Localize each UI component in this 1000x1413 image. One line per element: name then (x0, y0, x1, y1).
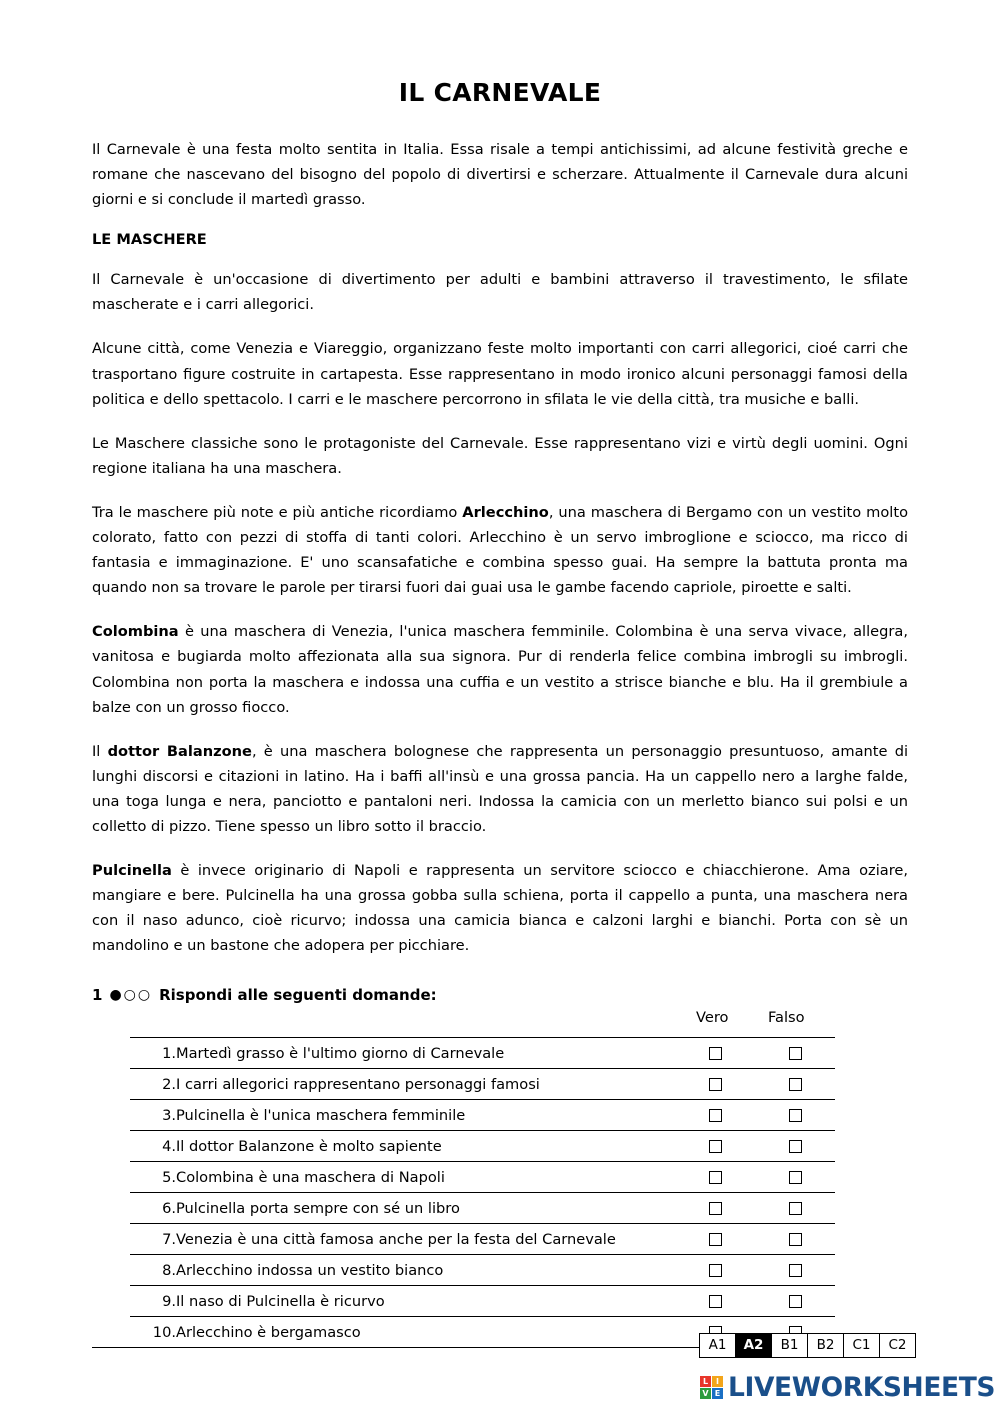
exercise-instruction: Rispondi alle seguenti domande: (159, 986, 437, 1005)
table-row (130, 1069, 835, 1100)
question-number: 8. (130, 1255, 176, 1286)
checkbox-vero-9[interactable] (709, 1295, 722, 1308)
question-number: 4. (130, 1131, 176, 1162)
answer-column-headers (92, 1009, 908, 1031)
cefr-level-bar (699, 1333, 916, 1358)
intro-paragraph: Il Carnevale è una festa molto sentita in Italia. Essa risale a tempi antichissimi, ad alcune festività greche e romane che nascevano del bisogno del popolo di divertirsi e scherzare. Attualmente il Carnevale dura alcuni giorni e si conclude il martedì grasso. (92, 141, 908, 209)
mask-paragraph-colombina (92, 619, 908, 719)
checkbox-cell-falso[interactable] (755, 1286, 835, 1317)
checkbox-cell-vero[interactable] (675, 1131, 755, 1162)
logo-letter-v: V (700, 1388, 711, 1399)
mask-paragraph-balanzone (92, 739, 908, 839)
question-text: Venezia è una città famosa anche per la festa del Carnevale (176, 1224, 675, 1255)
exercise-heading (92, 986, 908, 1004)
question-number: 10. (130, 1317, 176, 1348)
difficulty-dots-icon: ●○○ (109, 987, 153, 1004)
question-number: 3. (130, 1100, 176, 1131)
checkbox-falso-6[interactable] (789, 1202, 802, 1215)
checkbox-cell-vero[interactable] (675, 1069, 755, 1100)
checkbox-falso-1[interactable] (789, 1047, 802, 1060)
paragraph-1: Il Carnevale è un'occasione di divertimento per adulti e bambini attraverso il travestimento, le sfilate mascherate e i carri allegorici. (92, 271, 908, 314)
logo-letter-i: I (712, 1376, 723, 1387)
level-c2[interactable]: C2 (880, 1334, 915, 1357)
column-header-vero: Vero (696, 1009, 729, 1027)
mask-name-balanzone: dottor Balanzone (107, 742, 252, 760)
checkbox-falso-2[interactable] (789, 1078, 802, 1091)
checkbox-falso-7[interactable] (789, 1233, 802, 1246)
level-b1[interactable]: B1 (772, 1334, 808, 1357)
mask-name-arlecchino: Arlecchino (462, 503, 549, 521)
logo-letter-l: L (700, 1376, 711, 1387)
question-number: 5. (130, 1162, 176, 1193)
questions-table (130, 1037, 835, 1348)
checkbox-cell-falso[interactable] (755, 1131, 835, 1162)
checkbox-vero-5[interactable] (709, 1171, 722, 1184)
mask-paragraph-arlecchino (92, 500, 908, 600)
question-text: Il naso di Pulcinella è ricurvo (176, 1286, 675, 1317)
checkbox-cell-vero[interactable] (675, 1286, 755, 1317)
checkbox-cell-vero[interactable] (675, 1255, 755, 1286)
mask-body: è una maschera di Venezia, l'unica maschera femminile. Colombina è una serva vivace, allegra, vanitosa e bugiarda molto affezionata alla sua signora. Pur di renderla felice combina imbrogli su imbrogli. Colombina non porta la maschera e indossa una cuffia e un vestito a strisce bianche e blu. Ha il grembiule a balze con un grosso fiocco. (92, 623, 908, 716)
mask-lead-plain: Il (92, 742, 108, 760)
paragraph-3: Le Maschere classiche sono le protagoniste del Carnevale. Esse rappresentano vizi e virtù degli uomini. Ogni regione italiana ha una maschera. (92, 434, 908, 477)
checkbox-cell-falso[interactable] (755, 1100, 835, 1131)
checkbox-cell-falso[interactable] (755, 1162, 835, 1193)
checkbox-cell-vero[interactable] (675, 1224, 755, 1255)
mask-paragraph-pulcinella (92, 858, 908, 958)
checkbox-cell-vero[interactable] (675, 1100, 755, 1131)
checkbox-cell-vero[interactable] (675, 1193, 755, 1224)
table-row (130, 1286, 835, 1317)
checkbox-vero-2[interactable] (709, 1078, 722, 1091)
checkbox-falso-5[interactable] (789, 1171, 802, 1184)
table-row (130, 1131, 835, 1162)
mask-lead-plain: Tra le maschere più note e più antiche ricordiamo (92, 503, 463, 521)
checkbox-falso-4[interactable] (789, 1140, 802, 1153)
question-text: Arlecchino indossa un vestito bianco (176, 1255, 675, 1286)
checkbox-cell-falso[interactable] (755, 1224, 835, 1255)
checkbox-cell-vero[interactable] (675, 1162, 755, 1193)
level-c1[interactable]: C1 (844, 1334, 880, 1357)
table-row (130, 1224, 835, 1255)
question-text: I carri allegorici rappresentano personaggi famosi (176, 1069, 675, 1100)
table-row (130, 1255, 835, 1286)
mask-body: , è una maschera bolognese che rappresenta un personaggio presuntuoso, amante di lunghi discorsi e citazioni in latino. Ha i baffi all'insù e una grossa pancia. Ha un cappello nero a larghe falde, una toga lunga e nera, panciotto e pantaloni neri. Indossa la camicia con un merletto bianco sui polsi e un colletto di pizzo. Tiene spesso un libro sotto il braccio. (92, 742, 909, 835)
checkbox-vero-7[interactable] (709, 1233, 722, 1246)
question-text: Pulcinella è l'unica maschera femminile (176, 1100, 675, 1131)
mask-body: , una maschera di Bergamo con un vestito molto colorato, fatto con pezzi di stoffa di tanti colori. Arlecchino è un servo imbroglione e sciocco, ma ricco di fantasia e immaginazione. E' uno scansafatiche e combina spesso guai. Ha sempre la battuta pronta ma quando non sa trovare le parole per tirarsi fuori dai guai usa le gambe facendo capriole, piroette e salti. (92, 503, 909, 597)
mask-name-colombina: Colombina (92, 623, 179, 641)
question-number: 7. (130, 1224, 176, 1255)
section-heading-le-maschere: LE MASCHERE (92, 231, 207, 249)
column-header-falso: Falso (768, 1009, 805, 1027)
question-text: Martedì grasso è l'ultimo giorno di Carnevale (176, 1038, 675, 1069)
liveworksheets-wordmark: LIVEWORKSHEETS (728, 1372, 996, 1403)
exercise-number: 1 (92, 986, 103, 1005)
checkbox-falso-8[interactable] (789, 1264, 802, 1277)
level-b2[interactable]: B2 (808, 1334, 844, 1357)
table-row (130, 1193, 835, 1224)
question-number: 1. (130, 1038, 176, 1069)
checkbox-vero-4[interactable] (709, 1140, 722, 1153)
paragraph-2: Alcune città, come Venezia e Viareggio, organizzano feste molto importanti con carri allegorici, cioé carri che trasportano figure costruite in cartapesta. Esse rappresentano in modo ironico alcuni personaggi famosi della politica e dello spettacolo. I carri e le maschere percorrono in sfilata le vie della città, tra musiche e balli. (92, 340, 908, 408)
question-number: 2. (130, 1069, 176, 1100)
checkbox-falso-9[interactable] (789, 1295, 802, 1308)
question-number: 6. (130, 1193, 176, 1224)
checkbox-cell-falso[interactable] (755, 1255, 835, 1286)
question-text: Pulcinella porta sempre con sé un libro (176, 1193, 675, 1224)
checkbox-vero-6[interactable] (709, 1202, 722, 1215)
level-a2[interactable]: A2 (736, 1334, 772, 1357)
question-text: Arlecchino è bergamasco (176, 1317, 675, 1348)
checkbox-vero-1[interactable] (709, 1047, 722, 1060)
liveworksheets-logo[interactable] (700, 1372, 995, 1403)
mask-body: è invece originario di Napoli e rappresenta un servitore sciocco e chiacchierone. Ama oziare, mangiare e bere. Pulcinella ha una grossa gobba sulla schiena, porta il cappello a punta, una maschera nera con il naso adunco, cioè ricurvo; indossa una camicia bianca e calzoni larghi e bianchi. Porta con sè un mandolino e un bastone che adopera per picchiare. (92, 862, 908, 955)
checkbox-cell-falso[interactable] (755, 1069, 835, 1100)
table-row (130, 1038, 835, 1069)
checkbox-vero-8[interactable] (709, 1264, 722, 1277)
checkbox-falso-3[interactable] (789, 1109, 802, 1122)
question-text: Colombina è una maschera di Napoli (176, 1162, 675, 1193)
checkbox-vero-3[interactable] (709, 1109, 722, 1122)
checkbox-cell-vero[interactable] (675, 1038, 755, 1069)
question-number: 9. (130, 1286, 176, 1317)
liveworksheets-mark-icon (700, 1376, 723, 1399)
question-text: Il dottor Balanzone è molto sapiente (176, 1131, 675, 1162)
page-title: IL CARNEVALE (398, 78, 602, 107)
level-a1[interactable]: A1 (700, 1334, 736, 1357)
table-row (130, 1100, 835, 1131)
checkbox-cell-falso[interactable] (755, 1038, 835, 1069)
checkbox-cell-falso[interactable] (755, 1193, 835, 1224)
logo-letter-e: E (712, 1388, 723, 1399)
mask-name-pulcinella: Pulcinella (92, 862, 172, 880)
table-row (130, 1162, 835, 1193)
